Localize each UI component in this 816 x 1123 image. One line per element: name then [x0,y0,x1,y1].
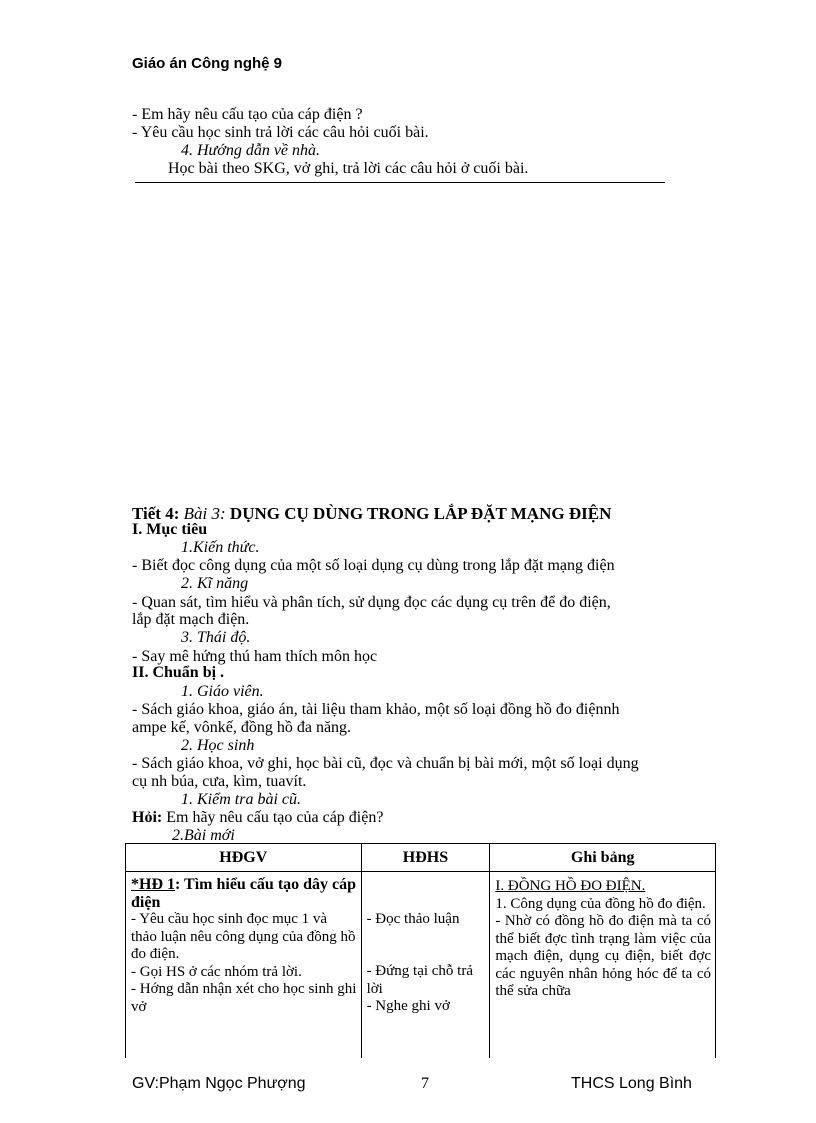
student-activity-cell [361,872,490,1059]
footer-page-number: 7 [421,1075,429,1092]
text-line: - Say mê hứng thú ham thích môn học [132,648,378,665]
list-item: - Nghe ghi vở [366,998,450,1014]
footer-teacher: GV:Phạm Ngọc Phượng [132,1075,306,1092]
list-item: - Đọc thảo luận [366,911,460,927]
list-item: - Đứng tại chỗ trả lời [366,963,473,997]
text-line: - Quan sát, tìm hiểu và phân tích, sử dụng đọc các dụng cụ trên để đo điện, [132,594,611,611]
activity-title: : Tìm hiểu cấu tạo dây cáp điện [131,876,357,911]
teacher-activity-cell [126,872,362,1059]
text-line: - Biết đọc công dụng của một số loại dụng cụ dùng trong lắp đặt mạng điện [132,557,615,574]
list-item: - Gọi HS ở các nhóm trả lời. [131,963,302,980]
table-header-row [126,844,716,872]
question-text: Em hãy nêu cấu tạo của cáp điện? [166,809,384,826]
lesson-title-text: DỤNG CỤ DÙNG TRONG LẮP ĐẶT MẠNG ĐIỆN [229,504,612,523]
list-item: - Yêu cầu học sinh đọc mục 1 và thảo luận nêu công dụng của đồng hồ đo điện. [131,911,356,962]
subsection-heading: 1. Giáo viên. [181,683,264,700]
activity-label: *HĐ 1 [131,876,175,893]
separator-rule [135,182,665,183]
subsection-heading: 1.Kiến thức. [181,539,260,556]
table-row [126,872,716,1059]
table-header-cell: HĐGV [126,844,362,872]
text-line: ampe kế, vônkế, đồng hồ đa năng. [132,719,352,736]
lesson-table [125,843,716,1058]
section-heading: I. Mục tiêu [132,521,208,538]
lesson-number: Tiết 4 [132,504,174,523]
document-header-title: Giáo án Công nghệ 9 [132,55,283,72]
text-line: - Sách giáo khoa, giáo án, tài liệu tham khảo, một số loại đồng hồ đo điệnnh [132,701,620,718]
text-line: cụ nh búa, cưa, kìm, tuavít. [132,773,307,790]
homework-heading: 4. Hướng dẫn về nhà. [181,142,321,159]
board-notes-cell [490,872,716,1059]
text-line: lắp đặt mạch điện. [132,611,250,628]
text-line: - Sách giáo khoa, vở ghi, học bài cũ, đọc và chuẩn bị bài mới, một số loại dụng [132,755,639,772]
list-item: - Hớng dẫn nhận xét cho học sinh ghi vở [131,981,357,1015]
list-item: 1. Công dụng của đồng hồ đo điện. [495,895,706,912]
question-line [132,809,383,827]
subsection-heading: 1. Kiểm tra bài cũ. [181,791,301,808]
table-header-cell: Ghi bảng [490,844,716,872]
activity-heading [131,876,357,911]
list-item: - Nhờ có đồng hồ đo điện mà ta có thể biết đợc tình trạng làm việc của mạch điện, dụng cụ điện, biết đợc các nguyên nhân hỏng hóc để ta có thể sửa chữa [495,913,711,999]
subsection-heading: 2. Học sinh [181,737,255,754]
subsection-heading: 3. Thái độ. [181,629,251,646]
section-heading: II. Chuẩn bị . [132,664,225,681]
text-line: - Em hãy nêu cấu tạo của cáp điện ? [132,106,363,123]
text-line: - Yêu cầu học sinh trả lời các câu hỏi cuối bài. [132,124,429,141]
homework-text: Học bài theo SKG, vở ghi, trả lời các câu hỏi ở cuối bài. [168,160,529,177]
subsection-heading: 2. Kĩ năng [181,575,249,592]
lesson-bai: Bài 3 [183,504,220,523]
lesson-title: Tiết 4: Bài 3: DỤNG CỤ DÙNG TRONG LẮP ĐẶT MẠNG ĐIỆN [132,504,612,523]
table-header-cell: HĐHS [361,844,490,872]
subsection-heading: 2.Bài mới [172,827,235,844]
question-label: Hỏi: [132,809,163,826]
board-heading: I. ĐỒNG HỒ ĐO ĐIỆN. [495,878,646,894]
footer-school: THCS Long Bình [571,1075,692,1092]
